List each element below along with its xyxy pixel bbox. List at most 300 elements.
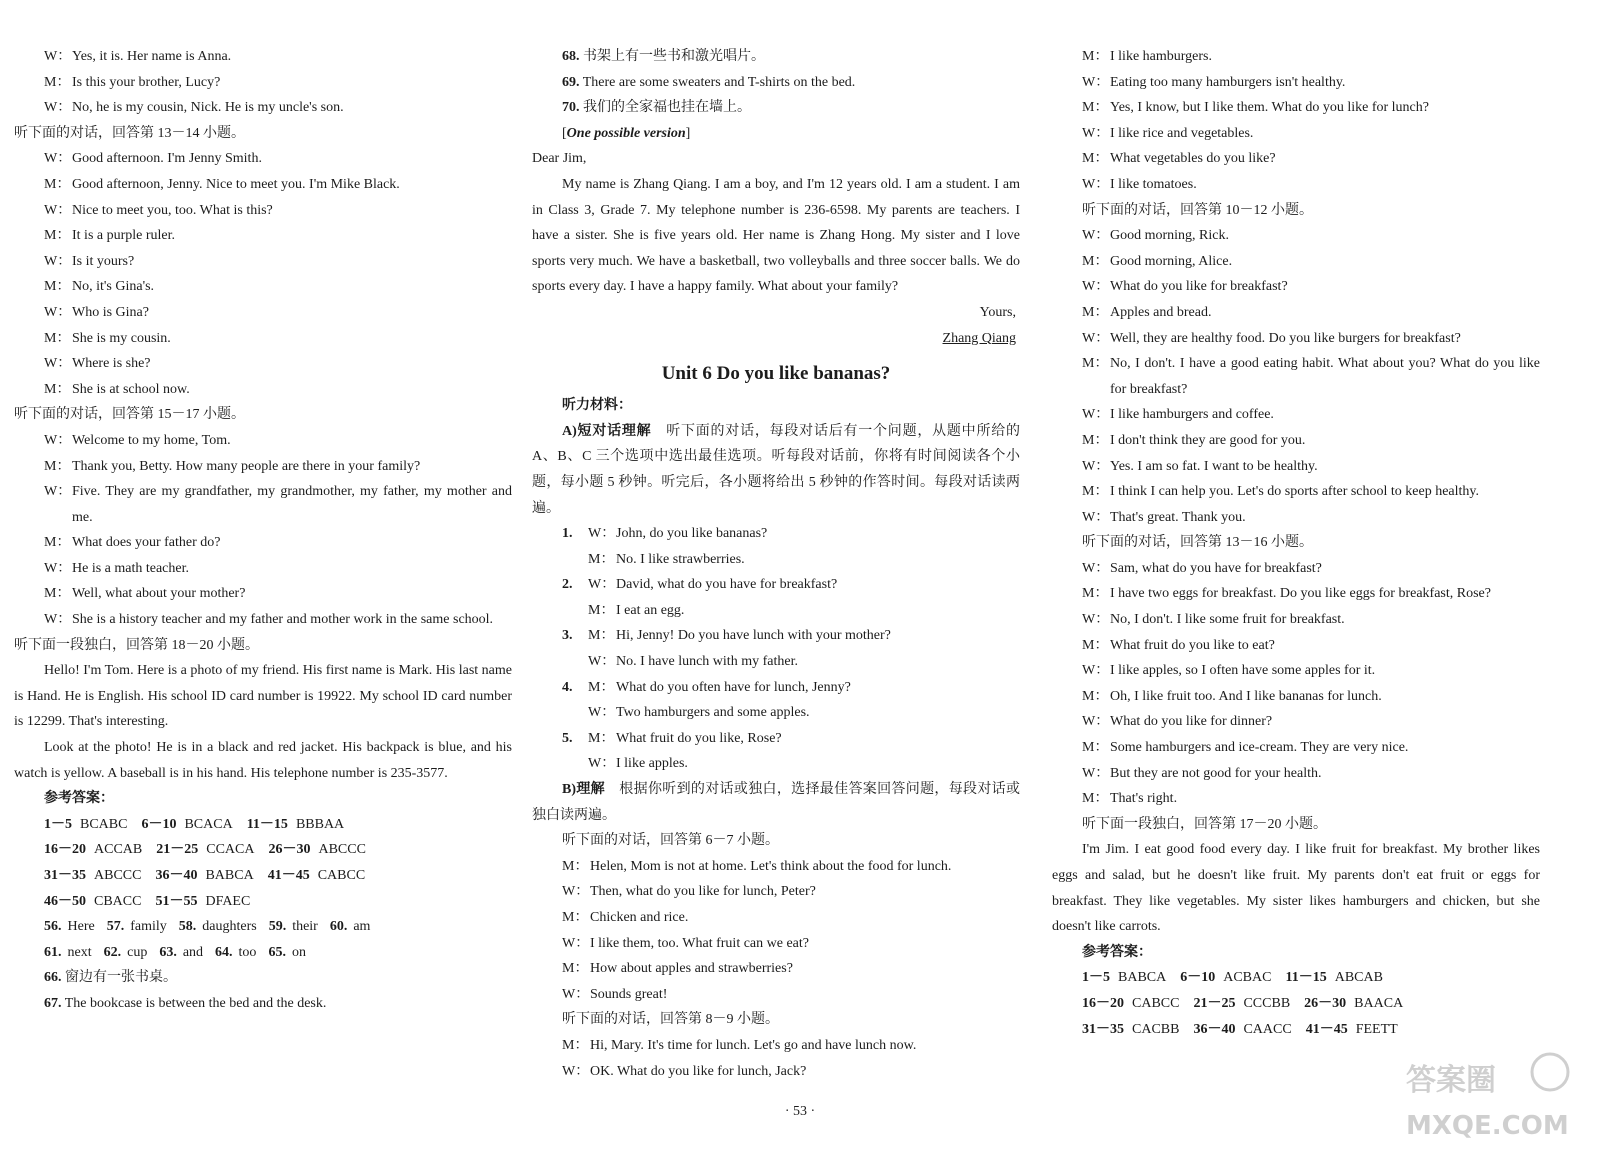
- answer-range: 36－40: [1193, 1021, 1236, 1037]
- answer-range: 1－5: [1082, 970, 1110, 986]
- fill-word: family: [130, 919, 167, 935]
- fill-answers-61-65: [14, 940, 512, 966]
- monologue-17-20: I'm Jim. I eat good food every day. I like fruit for breakfast. My brother likes eggs and salad, but he doesn't like fruit. My parents don't eat fruit or eggs for breakfast. They like vegetables. My sister likes hamburgers and chicken, but she doesn't like carrots.: [1052, 842, 1540, 935]
- dialog-line: [14, 249, 512, 275]
- dialog-lunch: [1052, 44, 1540, 198]
- speaker-label: W：: [44, 151, 72, 167]
- speaker-label: W：: [44, 49, 72, 64]
- dialog-text: Good afternoon, Jenny. Nice to meet you. I'm Mike Black.: [72, 176, 400, 192]
- answer-value: BCABC: [80, 816, 128, 832]
- speaker-label: M：: [562, 1037, 589, 1053]
- answer-range: 16－20: [1082, 995, 1124, 1011]
- short-dialog-line: [532, 521, 1020, 547]
- dialog-text: Who is Gina?: [72, 304, 149, 320]
- fill-number: 59.: [268, 919, 287, 935]
- speaker-label: M：: [1082, 586, 1109, 602]
- dialog-line: [14, 530, 512, 556]
- speaker-label: W：: [562, 1063, 590, 1079]
- dialog-text: Good afternoon. I'm Jenny Smith.: [72, 151, 262, 167]
- short-dialog-line: [532, 751, 1020, 777]
- instruction-13-14: 听下面的对话，回答第 13－14 小题。: [14, 125, 245, 141]
- answer-value: ACCAB: [94, 842, 143, 858]
- speaker-label: M：: [44, 535, 71, 551]
- speaker-label: M：: [1082, 49, 1109, 64]
- dialog-line: [14, 428, 512, 454]
- dialog-text: What do you like for dinner?: [1110, 714, 1273, 730]
- answer-range: 16－20: [44, 842, 86, 858]
- dialog-text: No, he is my cousin, Nick. He is my uncle's son.: [72, 100, 344, 116]
- speaker-label: M：: [1082, 356, 1109, 372]
- dialog-line: [14, 146, 512, 172]
- dialog-text: Is this your brother, Lucy?: [72, 74, 221, 90]
- answer-row: [1082, 1017, 1540, 1043]
- answer-value: BABCA: [1118, 970, 1167, 986]
- fill-number: 65.: [268, 944, 286, 960]
- left-column: [14, 44, 512, 1017]
- answer-value: ABCCC: [94, 868, 142, 883]
- speaker-label: W：: [562, 884, 590, 900]
- fill-word: and: [182, 944, 204, 960]
- answer-value: BAACA: [1354, 995, 1404, 1011]
- dialog-line: [1052, 95, 1540, 121]
- dialog-line: [1052, 633, 1540, 659]
- speaker-label: M：: [588, 628, 615, 644]
- answer-range: 46－50: [44, 893, 86, 909]
- dialog-line: [532, 905, 1020, 931]
- dialog-text: No. I have lunch with my father.: [616, 654, 798, 670]
- question-number: 3.: [562, 628, 573, 644]
- dialog-text: That's great. Thank you.: [1110, 509, 1246, 525]
- dialog-line: [1052, 735, 1540, 761]
- speaker-label: M：: [44, 74, 71, 90]
- dialog-10-12: [1052, 223, 1540, 530]
- fill-word: next: [67, 944, 92, 960]
- speaker-label: W：: [1082, 663, 1110, 679]
- speaker-label: M：: [1082, 791, 1109, 807]
- dialog-8-9: [532, 1033, 1020, 1084]
- dialog-text: Where is she?: [72, 356, 151, 372]
- dialog-line: [532, 1033, 1020, 1059]
- dialog-line: [1052, 556, 1540, 582]
- speaker-label: W：: [588, 756, 616, 772]
- dialog-line: [14, 300, 512, 326]
- dialog-line: [1052, 146, 1540, 172]
- fill-word: am: [353, 919, 371, 935]
- dialog-text: What fruit do you like to eat?: [1110, 637, 1275, 653]
- dialog-line: [1052, 300, 1540, 326]
- dialog-text: Yes, it is. Her name is Anna.: [72, 49, 232, 64]
- speaker-label: W：: [44, 612, 72, 628]
- question-number: 1.: [562, 526, 573, 542]
- answer-range: 26－30: [268, 842, 311, 858]
- question-number: 4.: [562, 679, 573, 695]
- speaker-label: M：: [562, 910, 589, 925]
- short-dialogs: [532, 521, 1020, 777]
- dialog-text: What vegetables do you like?: [1110, 151, 1276, 167]
- dialog-2: [14, 146, 512, 402]
- monologue-paragraph-1: Hello! I'm Tom. Here is a photo of my friend. His first name is Mark. His last name is Hand. He is English. His school ID card number is 19922. My school ID card number is 12299. That's interesting.: [14, 663, 512, 730]
- dialog-line: [14, 556, 512, 582]
- dialog-text: I like hamburgers and coffee.: [1110, 407, 1274, 423]
- short-dialog-line: [532, 598, 1020, 624]
- dialog-text: I have two eggs for breakfast. Do you like eggs for breakfast, Rose?: [1110, 586, 1491, 602]
- dialog-text: I like them, too. What fruit can we eat?: [590, 935, 809, 951]
- fill-number: 58.: [178, 919, 197, 935]
- speaker-label: M：: [44, 330, 71, 346]
- dialog-text: She is a history teacher and my father and mother work in the same school.: [72, 612, 494, 628]
- speaker-label: W：: [588, 526, 616, 542]
- fill-number: 57.: [106, 919, 125, 935]
- instruction-13-16: 听下面的对话，回答第 13－16 小题。: [1082, 535, 1313, 551]
- instruction-15-17: 听下面的对话，回答第 15－17 小题。: [14, 407, 245, 423]
- fill-word: cup: [127, 944, 148, 960]
- letter-closing: Yours,: [979, 304, 1016, 320]
- dialog-text: David, what do you have for breakfast?: [616, 577, 838, 593]
- dialog-text: I eat an egg.: [616, 602, 685, 618]
- speaker-label: W：: [562, 935, 590, 951]
- dialog-text: What do you often have for lunch, Jenny?: [616, 679, 851, 695]
- answer-value: CABCC: [1132, 995, 1180, 1011]
- letter-signature: Zhang Qiang: [942, 330, 1016, 346]
- dialog-line: [1052, 351, 1540, 402]
- fill-word: their: [292, 919, 318, 935]
- middle-column: [532, 44, 1020, 1084]
- listening-material-title: 听力材料：: [562, 398, 632, 414]
- dialog-line: [532, 854, 1020, 880]
- speaker-label: W：: [1082, 228, 1110, 244]
- answer-range: 11－15: [246, 816, 288, 832]
- dialog-text: Is it yours?: [72, 253, 135, 269]
- answer-value: BCACA: [184, 816, 233, 832]
- dialog-text: Eating too many hamburgers isn't healthy.: [1110, 74, 1346, 90]
- dialog-text: No, I don't. I have a good eating habit. What about you? What do you like for breakfast?: [1110, 356, 1540, 397]
- speaker-label: W：: [44, 100, 72, 116]
- answer-row: [44, 837, 512, 863]
- instruction-6-7: 听下面的对话，回答第 6－7 小题。: [562, 833, 779, 849]
- dialog-3: [14, 428, 512, 633]
- speaker-label: W：: [44, 432, 72, 448]
- dialog-line: [1052, 786, 1540, 812]
- speaker-label: M：: [1082, 740, 1109, 756]
- fill-answers-56-60: [14, 914, 512, 940]
- speaker-label: M：: [588, 602, 615, 618]
- answer-range: 6－10: [141, 816, 177, 832]
- speaker-label: W：: [1082, 560, 1110, 576]
- dialog-text: That's right.: [1110, 791, 1178, 807]
- reference-answers-title: 参考答案：: [44, 791, 114, 807]
- dialog-text: What fruit do you like, Rose?: [616, 730, 782, 746]
- speaker-label: M：: [562, 858, 589, 874]
- instruction-17-20: 听下面一段独白，回答第 17－20 小题。: [1082, 816, 1327, 832]
- dialog-line: [1052, 761, 1540, 787]
- speaker-label: W：: [44, 484, 72, 500]
- speaker-label: M：: [1082, 100, 1109, 116]
- dialog-text: How about apples and strawberries?: [590, 961, 793, 977]
- dialog-text: Hi, Jenny! Do you have lunch with your mother?: [616, 628, 891, 644]
- answer-68: 68. 书架上有一些书和激光唱片。: [562, 49, 765, 64]
- watermark-icon: [1400, 1048, 1570, 1148]
- dialog-6-7: [532, 854, 1020, 1008]
- short-dialog-line: [532, 649, 1020, 675]
- dialog-line: [532, 879, 1020, 905]
- dialog-text: Oh, I like fruit too. And I like bananas for lunch.: [1110, 688, 1382, 704]
- right-column: [1052, 44, 1540, 1042]
- dialog-line: [1052, 44, 1540, 70]
- answer-value: BABCA: [205, 868, 254, 883]
- dialog-line: [14, 581, 512, 607]
- speaker-label: W：: [1082, 458, 1110, 474]
- dialog-line: [1052, 658, 1540, 684]
- dialog-text: Two hamburgers and some apples.: [616, 705, 810, 721]
- answer-range: 11－15: [1285, 970, 1327, 986]
- answer-row: [44, 863, 512, 889]
- watermark-line-2: MXQE.COM: [1406, 1111, 1569, 1141]
- speaker-label: M：: [588, 679, 615, 695]
- dialog-line: [1052, 70, 1540, 96]
- speaker-label: W：: [588, 654, 616, 670]
- answer-range: 26－30: [1304, 995, 1347, 1011]
- short-dialog-line: [532, 572, 1020, 598]
- dialog-line: [14, 351, 512, 377]
- dialog-line: [532, 982, 1020, 1008]
- dialog-text: Apples and bread.: [1110, 304, 1212, 320]
- section-a-instructions: A)短对话理解 听下面的对话，每段对话后有一个问题，从题中所给的 A、B、C 三个选项中选出最佳选项。听每段对话前，你将有时间阅读各个小题，每小题 5 秒钟。听完后，各小题将给出 5 秒钟的作答时间。每段对话读两遍。: [532, 423, 1021, 516]
- possible-version-label: [One possible version]: [562, 125, 691, 141]
- fill-word: on: [291, 944, 306, 960]
- dialog-text: Welcome to my home, Tom.: [72, 432, 231, 448]
- answer-67: 67. The bookcase is between the bed and the desk.: [44, 995, 327, 1011]
- answer-value: ABCCC: [318, 842, 366, 858]
- watermark-logo: [1400, 1048, 1570, 1148]
- speaker-label: M：: [1082, 432, 1109, 448]
- dialog-line: [1052, 454, 1540, 480]
- dialog-text: What does your father do?: [72, 535, 221, 551]
- speaker-label: W：: [1082, 509, 1110, 525]
- dialog-text: I like apples.: [616, 756, 688, 772]
- dialog-text: Five. They are my grandfather, my grandmother, my father, my mother and me.: [72, 484, 512, 525]
- dialog-text: No, I don't. I like some fruit for breakfast.: [1110, 612, 1345, 628]
- dialog-text: Helen, Mom is not at home. Let's think about the food for lunch.: [590, 858, 952, 874]
- dialog-text: She is at school now.: [72, 381, 190, 397]
- letter-greeting: Dear Jim,: [532, 151, 587, 167]
- speaker-label: W：: [44, 560, 72, 576]
- dialog-line: [14, 172, 512, 198]
- answer-range: 41－45: [267, 868, 310, 883]
- speaker-label: W：: [44, 304, 72, 320]
- dialog-line: [14, 326, 512, 352]
- speaker-label: W：: [44, 202, 72, 218]
- speaker-label: W：: [44, 253, 72, 269]
- dialog-line: [14, 607, 512, 633]
- dialog-line: [14, 454, 512, 480]
- speaker-label: M：: [588, 551, 615, 567]
- speaker-label: M：: [44, 176, 71, 192]
- dialog-text: Chicken and rice.: [590, 910, 689, 925]
- dialog-line: [14, 44, 512, 70]
- dialog-line: [14, 377, 512, 403]
- fill-number: 64.: [215, 944, 233, 960]
- answer-value: BBBAA: [295, 816, 345, 832]
- speaker-label: W：: [588, 705, 616, 721]
- speaker-label: M：: [1082, 151, 1109, 167]
- speaker-label: M：: [1082, 637, 1109, 653]
- dialog-13-16: [1052, 556, 1540, 812]
- dialog-text: Some hamburgers and ice-cream. They are very nice.: [1110, 740, 1409, 756]
- answer-value: ABCAB: [1334, 970, 1383, 986]
- dialog-text: Sounds great!: [590, 986, 668, 1002]
- speaker-label: W：: [1082, 74, 1110, 90]
- dialog-line: [14, 198, 512, 224]
- answer-value: CCACA: [206, 842, 255, 858]
- speaker-label: M：: [44, 381, 71, 397]
- dialog-text: Well, they are healthy food. Do you like burgers for breakfast?: [1110, 330, 1461, 346]
- speaker-label: M：: [44, 458, 71, 474]
- answer-value: CACBB: [1132, 1021, 1180, 1037]
- answer-key: [14, 812, 512, 914]
- speaker-label: M：: [44, 279, 71, 295]
- dialog-line: [14, 223, 512, 249]
- page-number: · 53 ·: [784, 1104, 816, 1119]
- speaker-label: W：: [1082, 612, 1110, 628]
- reference-answers-title: 参考答案：: [1082, 944, 1152, 960]
- dialog-text: Yes. I am so fat. I want to be healthy.: [1110, 458, 1318, 474]
- fill-number: 61.: [44, 944, 62, 960]
- answer-range: 31－35: [1082, 1021, 1124, 1037]
- answer-69: 69. There are some sweaters and T-shirts on the bed.: [562, 74, 856, 90]
- instruction-10-12: 听下面的对话，回答第 10－12 小题。: [1082, 202, 1313, 218]
- short-dialog-line: [532, 700, 1020, 726]
- speaker-label: W：: [1082, 330, 1110, 346]
- fill-word: daughters: [202, 919, 257, 935]
- dialog-line: [1052, 223, 1540, 249]
- dialog-line: [1052, 581, 1540, 607]
- answer-range: 36－40: [155, 868, 198, 883]
- dialog-text: I don't think they are good for you.: [1110, 432, 1306, 448]
- dialog-line: [1052, 121, 1540, 147]
- dialog-text: But they are not good for your health.: [1110, 765, 1322, 781]
- dialog-line: [532, 931, 1020, 957]
- fill-word: Here: [67, 919, 95, 935]
- answer-value: ACBAC: [1223, 970, 1272, 986]
- dialog-line: [532, 956, 1020, 982]
- answer-range: 6－10: [1180, 970, 1216, 986]
- dialog-text: Then, what do you like for lunch, Peter?: [590, 884, 816, 900]
- speaker-label: M：: [1082, 484, 1109, 500]
- speaker-label: W：: [44, 356, 72, 372]
- dialog-text: OK. What do you like for lunch, Jack?: [590, 1063, 807, 1079]
- speaker-label: M：: [562, 961, 589, 977]
- dialog-text: He is a math teacher.: [72, 560, 190, 576]
- speaker-label: W：: [588, 577, 616, 593]
- dialog-line: [1052, 172, 1540, 198]
- short-dialog-line: [532, 726, 1020, 752]
- short-dialog-line: [532, 623, 1020, 649]
- answer-value: CCCBB: [1243, 995, 1291, 1011]
- dialog-text: I think I can help you. Let's do sports after school to keep healthy.: [1110, 484, 1480, 500]
- dialog-line: [532, 1059, 1020, 1085]
- dialog-line: [1052, 709, 1540, 735]
- speaker-label: M：: [1082, 253, 1109, 269]
- section-b-instructions: B)理解 根据你听到的对话或独白，选择最佳答案回答问题，每段对话或独白读两遍。: [532, 782, 1021, 823]
- dialog-line: [1052, 249, 1540, 275]
- answer-key: [1052, 965, 1540, 1042]
- dialog-text: Yes, I know, but I like them. What do you like for lunch?: [1110, 100, 1429, 116]
- dialog-text: What do you like for breakfast?: [1110, 279, 1288, 295]
- fill-number: 62.: [103, 944, 122, 960]
- short-dialog-line: [532, 547, 1020, 573]
- dialog-text: I like hamburgers.: [1110, 49, 1212, 64]
- dialog-text: I like rice and vegetables.: [1110, 125, 1254, 141]
- speaker-label: W：: [1082, 176, 1110, 192]
- answer-70: 70. 我们的全家福也挂在墙上。: [562, 100, 751, 116]
- short-dialog-line: [532, 675, 1020, 701]
- fill-number: 56.: [44, 919, 62, 935]
- dialog-line: [1052, 402, 1540, 428]
- dialog-text: Sam, what do you have for breakfast?: [1110, 560, 1322, 576]
- answer-range: 21－25: [156, 842, 199, 858]
- answer-range: 51－55: [155, 893, 198, 909]
- dialog-text: I like tomatoes.: [1110, 176, 1197, 192]
- answer-value: DFAEC: [205, 893, 251, 909]
- answer-66: 66. 窗边有一张书桌。: [44, 970, 177, 986]
- dialog-text: Good morning, Rick.: [1110, 228, 1229, 244]
- dialog-text: I like apples, so I often have some apples for it.: [1110, 663, 1376, 679]
- dialog-line: [14, 95, 512, 121]
- dialog-1: [14, 44, 512, 121]
- dialog-line: [1052, 274, 1540, 300]
- monologue-paragraph-2: Look at the photo! He is in a black and red jacket. His backpack is blue, and his watch is yellow. A baseball is in his hand. His telephone number is 235-3577.: [14, 740, 512, 781]
- speaker-label: W：: [562, 986, 590, 1002]
- instruction-8-9: 听下面的对话，回答第 8－9 小题。: [562, 1012, 779, 1028]
- fill-number: 60.: [329, 919, 348, 935]
- dialog-text: Good morning, Alice.: [1110, 253, 1233, 269]
- unit-title: Unit 6 Do you like bananas?: [661, 363, 891, 385]
- answer-row: [44, 889, 512, 915]
- speaker-label: M：: [588, 730, 615, 746]
- dialog-text: She is my cousin.: [72, 330, 171, 346]
- dialog-text: Thank you, Betty. How many people are there in your family?: [72, 458, 421, 474]
- fill-word: too: [238, 944, 257, 960]
- dialog-text: John, do you like bananas?: [616, 526, 768, 542]
- speaker-label: M：: [1082, 688, 1109, 704]
- dialog-text: It is a purple ruler.: [72, 228, 176, 244]
- answer-range: 1－5: [44, 816, 72, 832]
- answer-range: 41－45: [1305, 1021, 1348, 1037]
- speaker-label: M：: [44, 586, 71, 602]
- fill-number: 63.: [159, 944, 177, 960]
- dialog-text: No, it's Gina's.: [72, 279, 155, 295]
- speaker-label: W：: [1082, 279, 1110, 295]
- speaker-label: M：: [1082, 304, 1109, 320]
- answer-value: CAACC: [1243, 1021, 1292, 1037]
- answer-value: CABCC: [317, 868, 366, 883]
- watermark-line-1: 答案圈: [1406, 1063, 1496, 1098]
- dialog-text: No. I like strawberries.: [616, 551, 745, 567]
- dialog-line: [1052, 326, 1540, 352]
- speaker-label: W：: [1082, 407, 1110, 423]
- answer-value: CBACC: [94, 893, 142, 909]
- dialog-text: Well, what about your mother?: [72, 586, 246, 602]
- dialog-line: [1052, 479, 1540, 505]
- dialog-line: [14, 70, 512, 96]
- answer-row: [1082, 965, 1540, 991]
- answer-row: [1082, 991, 1540, 1017]
- dialog-line: [1052, 684, 1540, 710]
- letter-body: My name is Zhang Qiang. I am a boy, and I'm 12 years old. I am a student. I am in Class 3, Grade 7. My telephone number is 236-6598. My parents are teachers. I have a sister. She is five years old. Her name is Zhang Hong. My sister and I love sports very much. We have a basketball, two volleyballs and three soccer balls. We do sports every day. I have a happy family. What about your family?: [532, 176, 1020, 295]
- dialog-text: Nice to meet you, too. What is this?: [72, 202, 273, 218]
- speaker-label: W：: [1082, 765, 1110, 781]
- dialog-line: [1052, 505, 1540, 531]
